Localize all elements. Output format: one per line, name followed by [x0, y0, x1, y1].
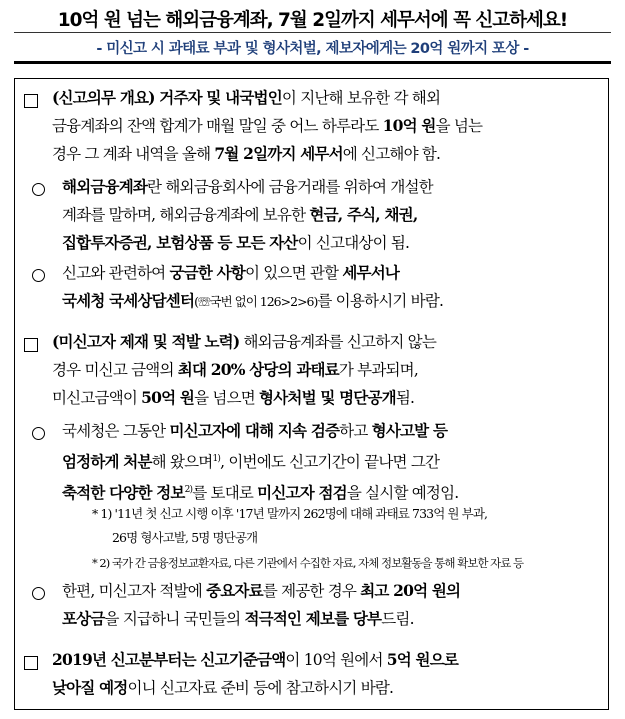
section-sanctions: [52, 328, 436, 412]
body-text: 금융계좌의 잔액 합계가 매월 말일 중 어느 하루라도: [52, 117, 383, 135]
text-line: [62, 445, 458, 476]
text-line: [52, 84, 482, 112]
emphasis-text: 적극적인 제보를 당부: [244, 609, 382, 628]
section-reporting-overview: [52, 84, 482, 168]
text-line: [52, 646, 458, 674]
square-bullet-icon: [24, 94, 38, 108]
subtitle-divider: [14, 61, 611, 64]
text-line: [62, 259, 443, 287]
emphasis-text: 미신고자에 대해 지속 검증: [169, 421, 340, 440]
body-text: 해외금융계좌를 신고하지 않는: [239, 333, 436, 351]
footnote-2: [92, 551, 523, 575]
body-text: 해 왔으며: [151, 453, 213, 472]
body-text: 를 토대로: [192, 484, 258, 503]
bullet-account-definition: [62, 173, 433, 257]
body-text: , 이번에도 신고기간이 끝나면 그간: [220, 453, 440, 472]
body-text: 을 지급하니 국민들의: [104, 610, 245, 628]
body-text: 됨.: [395, 389, 415, 407]
heading-text: (신고의무 개요): [52, 88, 155, 107]
text-line: [62, 287, 443, 316]
body-text: 을 넘으면: [194, 389, 260, 407]
emphasis-text: 중요자료: [206, 581, 263, 600]
emphasis-text: 형사처벌 및 명단공개: [259, 388, 396, 407]
square-bullet-icon: [24, 338, 38, 352]
body-text: 미신고금액이: [52, 389, 142, 407]
body-text: 이니 신고자료 준비 등에 참고하시기 바람.: [127, 679, 394, 697]
emphasis-text: 최고 20억 원의: [360, 581, 461, 600]
square-bullet-icon: [24, 656, 38, 670]
body-text: 에 신고해야 함.: [342, 145, 441, 163]
emphasis-text: 최대 20% 상당의 과태료: [177, 360, 339, 379]
circle-bullet-icon: [32, 587, 45, 600]
body-text: 경우 그 계좌 내역을 올해: [52, 145, 215, 163]
emphasis-text: 엄정하게 처분: [62, 452, 152, 472]
body-text: 을 실시할 예정임.: [346, 484, 459, 503]
text-line: [62, 173, 433, 201]
text-line: [62, 201, 433, 229]
emphasis-text: 집합투자증권, 보험상품 등 모든 자산: [62, 233, 298, 252]
text-line: [62, 605, 460, 633]
body-text: 하고: [339, 422, 372, 440]
page-subtitle: - 미신고 시 과태료 부과 및 형사처벌, 제보자에게는 20억 원까지 포상 -: [96, 41, 529, 57]
circle-bullet-icon: [32, 269, 45, 282]
emphasis-text: 낮아질 예정: [52, 678, 128, 697]
text-line: [52, 328, 436, 356]
text-line: [62, 229, 433, 257]
body-text: 이 지난해 보유한 각 해외: [281, 89, 441, 107]
body-text: 한편, 미신고자 적발에: [62, 582, 207, 600]
emphasis-text: 2019년 신고분부터는 신고기준금액: [52, 650, 286, 669]
bullet-reward: [62, 577, 460, 633]
footnote-text: 26명 형사고발, 5명 명단공개: [112, 530, 258, 545]
text-line: [52, 356, 436, 384]
body-text: 신고와 관련하여: [62, 264, 170, 282]
emphasis-text: 5억 원으로: [386, 650, 459, 669]
text-line: [52, 112, 482, 140]
body-text: 계좌를 말하며, 해외금융계좌에 보유한: [62, 206, 310, 224]
emphasis-text: 7월 2일까지 세무서: [214, 144, 343, 163]
emphasis-text: 현금, 주식, 채권,: [309, 205, 418, 224]
emphasis-text: 형사고발 등: [371, 421, 448, 440]
text-line: [52, 674, 458, 702]
emphasis-text: 포상금: [62, 609, 105, 628]
body-text: 드림.: [381, 610, 414, 628]
emphasis-text: 세무서나: [342, 263, 400, 282]
body-text: 국세청은 그동안: [62, 422, 170, 440]
body-text: 경우 미신고 금액의: [52, 361, 178, 379]
emphasis-text: 궁금한 사항: [169, 263, 245, 282]
footnote-text: * 1) '11년 첫 신고 시행 이후 '17년 말까지 262명에 대해 과태료 733억 원 부과,: [92, 506, 488, 521]
page-title: 10억 원 넘는 해외금융계좌, 7월 2일까지 세무서에 꼭 신고하세요!: [57, 10, 568, 31]
body-text: 이 신고대상이 됨.: [297, 234, 410, 252]
footnote-ref: 2): [184, 485, 193, 496]
footnote-text: * 2) 국가 간 금융정보교환자료, 다른 기관에서 수집한 자료, 자체 정보활동을 통해 확보한 자료 등: [92, 556, 524, 570]
emphasis-text: 50억 원: [141, 388, 195, 407]
text-line: [52, 140, 482, 168]
emphasis-text: 축적한 다양한 정보: [62, 483, 185, 503]
body-text: 를 제공한 경우: [262, 582, 361, 600]
body-text: 을 넘는: [435, 117, 483, 135]
heading-text: (미신고자 제재 및 적발 노력): [52, 332, 240, 351]
emphasis-text: 국세청 국세상담센터: [62, 291, 195, 310]
section-threshold-change: [52, 646, 458, 702]
circle-bullet-icon: [32, 183, 45, 196]
body-text: 이 있으면 관할: [244, 264, 343, 282]
emphasis-text: 미신고자 점검: [257, 483, 347, 503]
text-line: [52, 384, 436, 412]
emphasis-text: 거주자 및 내국법인: [154, 88, 282, 107]
footnote-ref: 1): [212, 454, 221, 464]
body-text: 가 부과되며,: [338, 361, 418, 379]
body-text: 란 해외금융회사에 금융거래를 위하여 개설한: [147, 178, 433, 196]
phone-number: (☏국번 없이 126>2>6): [194, 294, 318, 309]
footnote-1: [92, 502, 487, 550]
title-divider: [14, 32, 611, 33]
text-line: [62, 577, 460, 605]
circle-bullet-icon: [32, 427, 45, 440]
body-text: 이 10억 원에서: [285, 651, 387, 669]
text-line: [62, 417, 458, 445]
bullet-nts-verification: [62, 417, 458, 507]
emphasis-text: 해외금융계좌: [62, 177, 148, 196]
body-text: 를 이용하시기 바람.: [317, 292, 444, 310]
bullet-inquiry: [62, 259, 443, 316]
emphasis-text: 10억 원: [382, 116, 436, 135]
